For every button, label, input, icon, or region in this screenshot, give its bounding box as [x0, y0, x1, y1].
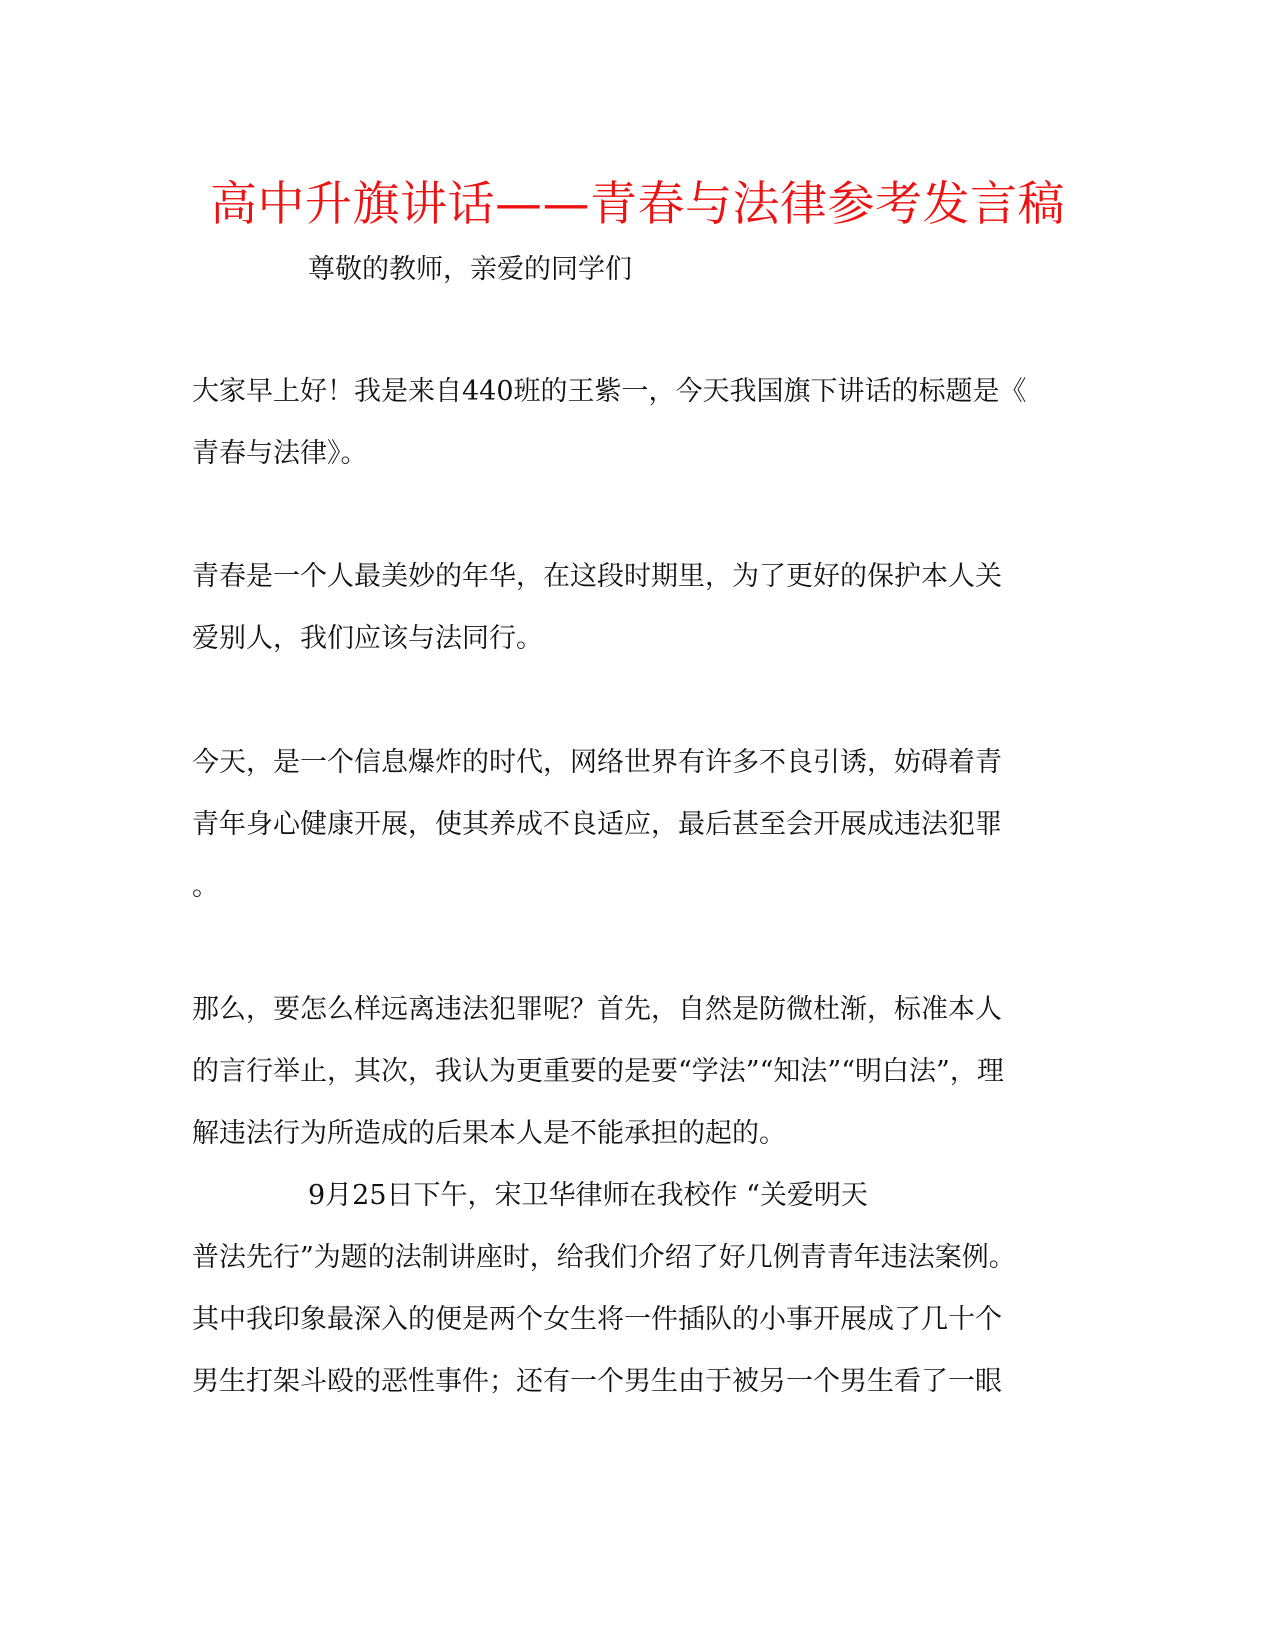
- paragraph-line: 那么，要怎么样远离违法犯罪呢？首先，自然是防微杜渐，标准本人: [192, 994, 1002, 1025]
- paragraph-line: 的言行举止，其次，我认为更重要的是要“学法”“知法”“明白法”，理: [192, 1056, 1004, 1087]
- paragraph-line: 男生打架斗殴的恶性事件；还有一个男生由于被另一个男生看了一眼: [192, 1366, 1002, 1397]
- paragraph-line: 大家早上好！我是来自440班的王紫一，今天我国旗下讲话的标题是《: [192, 376, 1027, 407]
- paragraph-line: 9月25日下午，宋卫华律师在我校作 “关爱明天: [308, 1180, 868, 1211]
- paragraph-line: 。: [192, 871, 219, 902]
- paragraph-line: 青年身心健康开展，使其养成不良适应，最后甚至会开展成违法犯罪: [192, 809, 1002, 840]
- paragraph-line: 青春是一个人最美妙的年华，在这段时期里，为了更好的保护本人关: [192, 561, 1002, 592]
- salutation-line: 尊敬的教师，亲爱的同学们: [308, 254, 632, 285]
- document-title: 高中升旗讲话——青春与法律参考发言稿: [210, 177, 1065, 232]
- paragraph-line: 解违法行为所造成的后果本人是不能承担的起的。: [192, 1118, 786, 1149]
- paragraph-line: 今天，是一个信息爆炸的时代，网络世界有许多不良引诱，妨碍着青: [192, 747, 1002, 778]
- paragraph-line: 普法先行”为题的法制讲座时，给我们介绍了好几例青青年违法案例。: [192, 1242, 1016, 1273]
- paragraph-line: 其中我印象最深入的便是两个女生将一件插队的小事开展成了几十个: [192, 1304, 1002, 1335]
- paragraph-line: 青春与法律》。: [192, 438, 368, 469]
- paragraph-line: 爱别人，我们应该与法同行。: [192, 623, 543, 654]
